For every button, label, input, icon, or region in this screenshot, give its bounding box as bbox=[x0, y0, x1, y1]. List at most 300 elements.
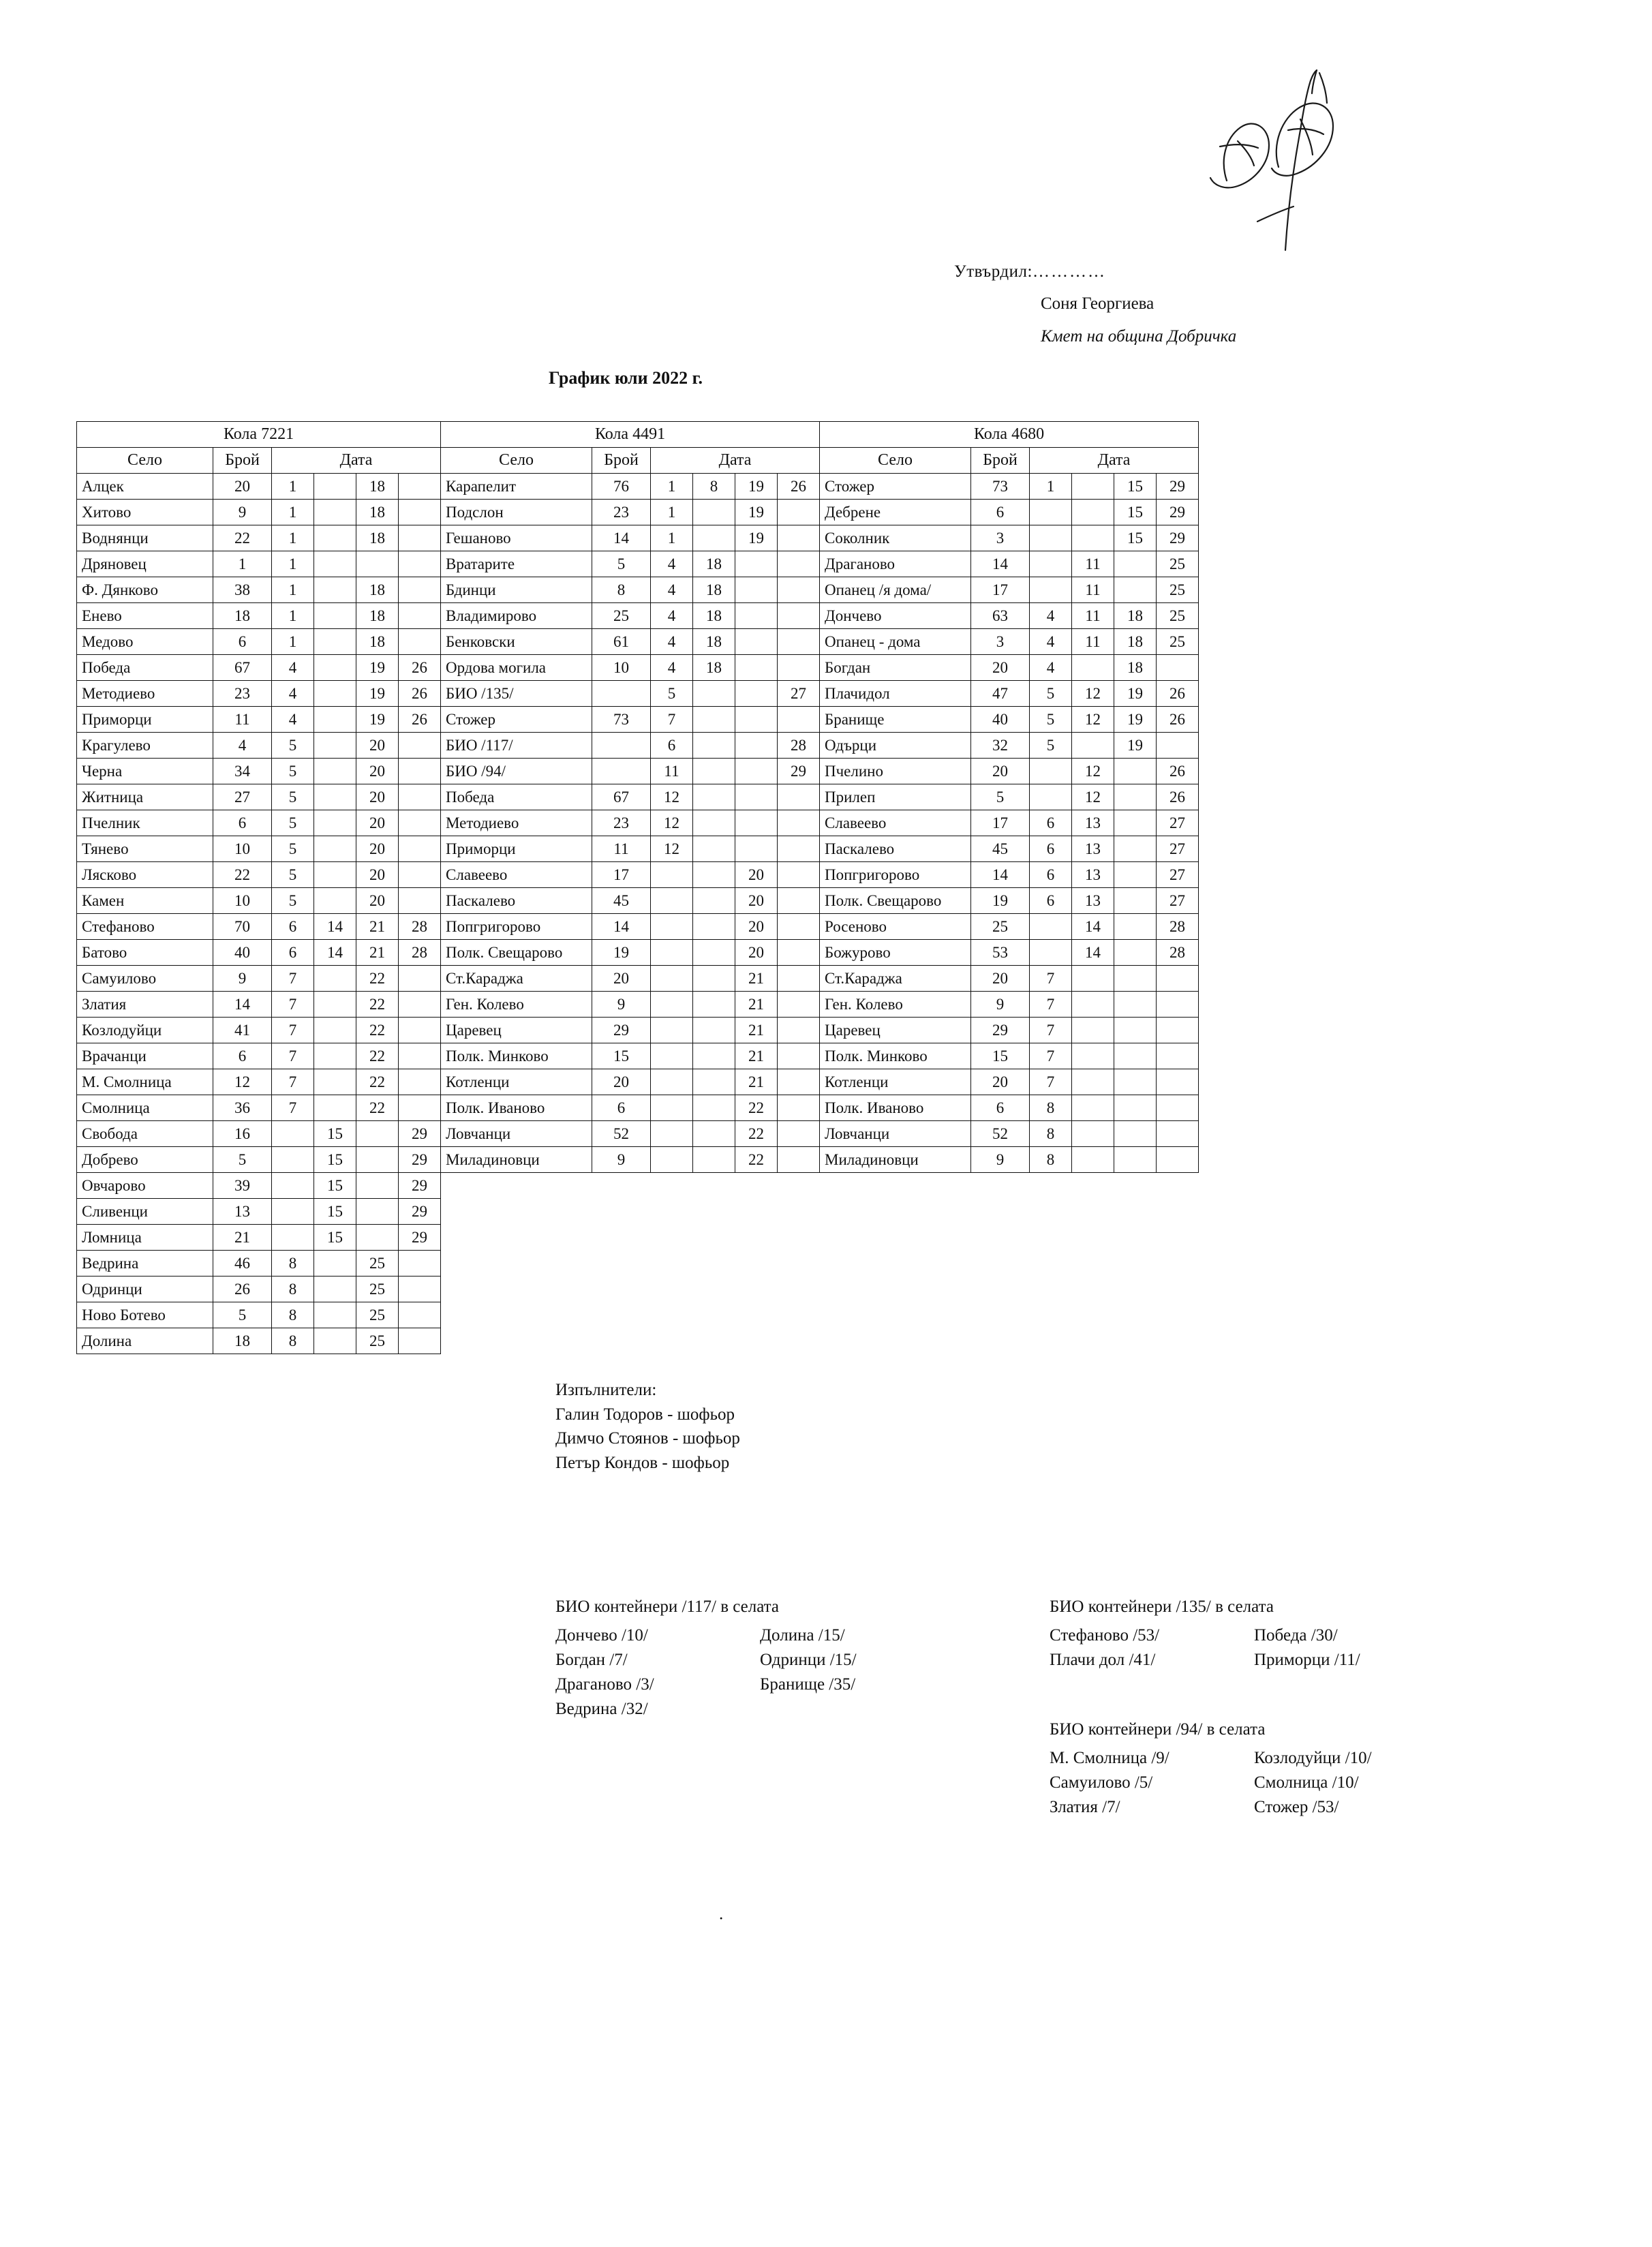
date-cell: 18 bbox=[356, 629, 399, 655]
date-cell: 8 bbox=[1030, 1121, 1072, 1147]
table-row bbox=[77, 759, 1199, 784]
count-cell: 18 bbox=[213, 603, 272, 629]
count-cell: 9 bbox=[971, 992, 1030, 1018]
village-cell: Прилеп bbox=[820, 784, 971, 810]
count-cell: 20 bbox=[971, 966, 1030, 992]
date-cell bbox=[314, 784, 356, 810]
count-cell: 46 bbox=[213, 1251, 272, 1277]
date-cell bbox=[399, 551, 441, 577]
empty-cell bbox=[971, 1302, 1030, 1328]
date-cell: 20 bbox=[356, 888, 399, 914]
village-cell: Попгригорово bbox=[820, 862, 971, 888]
village-cell: Овчарово bbox=[77, 1173, 213, 1199]
date-cell: 11 bbox=[1072, 603, 1114, 629]
empty-cell bbox=[592, 1173, 651, 1199]
empty-cell bbox=[820, 1277, 971, 1302]
date-cell bbox=[272, 1147, 314, 1173]
village-cell: М. Смолница bbox=[77, 1069, 213, 1095]
date-cell: 29 bbox=[1157, 525, 1199, 551]
date-cell bbox=[735, 810, 778, 836]
date-cell bbox=[399, 1043, 441, 1069]
village-cell: Алцек bbox=[77, 474, 213, 500]
date-cell: 20 bbox=[735, 940, 778, 966]
date-cell: 8 bbox=[272, 1277, 314, 1302]
date-cell bbox=[778, 629, 820, 655]
empty-cell bbox=[778, 1173, 820, 1199]
executor-line-1: Димчо Стоянов - шофьор bbox=[555, 1429, 740, 1448]
table-row bbox=[77, 655, 1199, 681]
date-cell: 15 bbox=[314, 1199, 356, 1225]
table-row bbox=[77, 888, 1199, 914]
village-cell: Славеево bbox=[441, 862, 592, 888]
date-cell: 25 bbox=[356, 1302, 399, 1328]
date-cell bbox=[651, 1069, 693, 1095]
date-cell: 21 bbox=[356, 914, 399, 940]
date-cell bbox=[1072, 992, 1114, 1018]
date-cell: 6 bbox=[651, 733, 693, 759]
date-cell: 25 bbox=[1157, 629, 1199, 655]
bio94-title: БИО контейнери /94/ в селата bbox=[1050, 1720, 1266, 1739]
date-cell bbox=[314, 1328, 356, 1354]
empty-cell bbox=[1114, 1173, 1157, 1199]
count-cell: 40 bbox=[213, 940, 272, 966]
bio94-left-1: Самуилово /5/ bbox=[1050, 1773, 1153, 1792]
date-cell: 12 bbox=[1072, 784, 1114, 810]
date-cell bbox=[1114, 1095, 1157, 1121]
village-cell: Стожер bbox=[441, 707, 592, 733]
date-cell bbox=[735, 707, 778, 733]
date-cell bbox=[1157, 966, 1199, 992]
empty-cell bbox=[651, 1277, 693, 1302]
bio117-left-3: Ведрина /32/ bbox=[555, 1699, 648, 1718]
village-cell: Царевец bbox=[441, 1018, 592, 1043]
table-row bbox=[77, 784, 1199, 810]
empty-cell bbox=[1157, 1225, 1199, 1251]
date-cell bbox=[735, 655, 778, 681]
date-cell: 7 bbox=[272, 1095, 314, 1121]
date-cell bbox=[778, 1018, 820, 1043]
date-cell: 22 bbox=[735, 1121, 778, 1147]
count-cell: 29 bbox=[971, 1018, 1030, 1043]
date-cell bbox=[693, 862, 735, 888]
table-row bbox=[77, 1199, 1199, 1225]
date-cell: 29 bbox=[778, 759, 820, 784]
date-cell bbox=[1072, 500, 1114, 525]
village-cell: Царевец bbox=[820, 1018, 971, 1043]
col-count-2: Брой bbox=[592, 448, 651, 474]
date-cell bbox=[314, 655, 356, 681]
empty-cell bbox=[1072, 1277, 1114, 1302]
date-cell bbox=[778, 1147, 820, 1173]
village-cell: Полк. Иваново bbox=[441, 1095, 592, 1121]
date-cell: 18 bbox=[1114, 655, 1157, 681]
empty-cell bbox=[693, 1328, 735, 1354]
empty-cell bbox=[592, 1302, 651, 1328]
count-cell: 19 bbox=[592, 940, 651, 966]
table-row bbox=[77, 474, 1199, 500]
date-cell: 28 bbox=[1157, 940, 1199, 966]
approved-text: Утвърдил: bbox=[954, 262, 1032, 281]
date-cell bbox=[399, 603, 441, 629]
executors-block bbox=[555, 1378, 740, 1475]
date-cell bbox=[399, 784, 441, 810]
count-cell: 10 bbox=[213, 888, 272, 914]
approved-dots: ………… bbox=[1032, 262, 1106, 281]
village-cell: Приморци bbox=[77, 707, 213, 733]
count-cell: 3 bbox=[971, 525, 1030, 551]
date-cell bbox=[399, 810, 441, 836]
date-cell: 5 bbox=[272, 733, 314, 759]
date-cell bbox=[356, 551, 399, 577]
count-cell: 11 bbox=[592, 836, 651, 862]
date-cell: 4 bbox=[272, 707, 314, 733]
date-cell: 22 bbox=[735, 1147, 778, 1173]
village-cell: Бранище bbox=[820, 707, 971, 733]
empty-cell bbox=[778, 1302, 820, 1328]
count-cell: 15 bbox=[592, 1043, 651, 1069]
empty-cell bbox=[1114, 1302, 1157, 1328]
count-cell: 61 bbox=[592, 629, 651, 655]
date-cell: 21 bbox=[735, 992, 778, 1018]
date-cell bbox=[735, 836, 778, 862]
date-cell: 1 bbox=[272, 551, 314, 577]
date-cell: 21 bbox=[356, 940, 399, 966]
date-cell: 1 bbox=[651, 525, 693, 551]
date-cell bbox=[651, 914, 693, 940]
bio135-left-column bbox=[1050, 1623, 1254, 1672]
empty-cell bbox=[1114, 1199, 1157, 1225]
date-cell: 18 bbox=[693, 603, 735, 629]
count-cell: 18 bbox=[213, 1328, 272, 1354]
date-cell bbox=[778, 914, 820, 940]
date-cell bbox=[651, 966, 693, 992]
date-cell: 18 bbox=[693, 655, 735, 681]
date-cell bbox=[778, 940, 820, 966]
date-cell bbox=[272, 1225, 314, 1251]
village-cell: Полк. Минково bbox=[441, 1043, 592, 1069]
date-cell: 1 bbox=[272, 474, 314, 500]
date-cell: 8 bbox=[272, 1328, 314, 1354]
village-cell: Стожер bbox=[820, 474, 971, 500]
village-cell: Ген. Колево bbox=[820, 992, 971, 1018]
empty-cell bbox=[592, 1328, 651, 1354]
village-cell: Победа bbox=[441, 784, 592, 810]
bio117-title: БИО контейнери /117/ в селата bbox=[555, 1598, 779, 1616]
date-cell bbox=[1072, 525, 1114, 551]
date-cell: 21 bbox=[735, 1043, 778, 1069]
date-cell bbox=[399, 759, 441, 784]
village-cell: БИО /117/ bbox=[441, 733, 592, 759]
bio117-right-column bbox=[760, 1623, 964, 1722]
col-village-3: Село bbox=[820, 448, 971, 474]
count-cell: 14 bbox=[971, 862, 1030, 888]
empty-cell bbox=[1072, 1199, 1114, 1225]
empty-cell bbox=[1072, 1173, 1114, 1199]
table-row bbox=[77, 733, 1199, 759]
date-cell bbox=[651, 1018, 693, 1043]
count-cell: 16 bbox=[213, 1121, 272, 1147]
empty-cell bbox=[1072, 1251, 1114, 1277]
date-cell bbox=[399, 629, 441, 655]
date-cell bbox=[399, 836, 441, 862]
date-cell bbox=[314, 551, 356, 577]
page-title: График юли 2022 г. bbox=[549, 368, 703, 388]
count-cell: 23 bbox=[592, 500, 651, 525]
village-cell: Лясково bbox=[77, 862, 213, 888]
date-cell: 29 bbox=[399, 1199, 441, 1225]
date-cell: 4 bbox=[651, 551, 693, 577]
date-cell: 21 bbox=[735, 1018, 778, 1043]
empty-cell bbox=[441, 1251, 592, 1277]
count-cell: 34 bbox=[213, 759, 272, 784]
village-cell: Енево bbox=[77, 603, 213, 629]
village-cell: Сливенци bbox=[77, 1199, 213, 1225]
empty-cell bbox=[1072, 1302, 1114, 1328]
village-cell: Ген. Колево bbox=[441, 992, 592, 1018]
village-cell: Котленци bbox=[441, 1069, 592, 1095]
empty-cell bbox=[441, 1277, 592, 1302]
table-row bbox=[77, 707, 1199, 733]
col-date-3: Дата bbox=[1030, 448, 1199, 474]
date-cell: 18 bbox=[356, 525, 399, 551]
count-cell: 76 bbox=[592, 474, 651, 500]
col-count-3: Брой bbox=[971, 448, 1030, 474]
date-cell: 26 bbox=[778, 474, 820, 500]
count-cell: 70 bbox=[213, 914, 272, 940]
village-cell: Златия bbox=[77, 992, 213, 1018]
date-cell: 29 bbox=[399, 1121, 441, 1147]
date-cell: 1 bbox=[651, 500, 693, 525]
empty-cell bbox=[592, 1199, 651, 1225]
count-cell: 73 bbox=[971, 474, 1030, 500]
date-cell bbox=[314, 810, 356, 836]
date-cell bbox=[651, 1043, 693, 1069]
empty-cell bbox=[693, 1302, 735, 1328]
date-cell: 22 bbox=[356, 1095, 399, 1121]
date-cell bbox=[778, 810, 820, 836]
date-cell: 22 bbox=[735, 1095, 778, 1121]
date-cell: 15 bbox=[1114, 500, 1157, 525]
date-cell bbox=[778, 577, 820, 603]
date-cell: 26 bbox=[1157, 784, 1199, 810]
count-cell: 5 bbox=[213, 1147, 272, 1173]
village-cell: Миладиновци bbox=[820, 1147, 971, 1173]
count-cell: 14 bbox=[592, 525, 651, 551]
date-cell bbox=[693, 784, 735, 810]
date-cell: 4 bbox=[272, 681, 314, 707]
date-cell bbox=[1072, 1147, 1114, 1173]
count-cell: 5 bbox=[971, 784, 1030, 810]
date-cell bbox=[399, 966, 441, 992]
date-cell bbox=[693, 1018, 735, 1043]
count-cell: 25 bbox=[592, 603, 651, 629]
village-cell: Ордова могила bbox=[441, 655, 592, 681]
village-cell: Ловчанци bbox=[820, 1121, 971, 1147]
empty-cell bbox=[1157, 1199, 1199, 1225]
date-cell bbox=[314, 525, 356, 551]
date-cell: 27 bbox=[778, 681, 820, 707]
empty-cell bbox=[1157, 1277, 1199, 1302]
count-cell: 22 bbox=[213, 525, 272, 551]
empty-cell bbox=[1157, 1328, 1199, 1354]
date-cell bbox=[314, 474, 356, 500]
village-cell: Гешаново bbox=[441, 525, 592, 551]
table-row bbox=[77, 1043, 1199, 1069]
date-cell bbox=[314, 992, 356, 1018]
count-cell: 9 bbox=[592, 992, 651, 1018]
empty-cell bbox=[1030, 1173, 1072, 1199]
date-cell: 18 bbox=[693, 577, 735, 603]
date-cell: 21 bbox=[735, 1069, 778, 1095]
empty-cell bbox=[971, 1225, 1030, 1251]
bio135-title: БИО контейнери /135/ в селата bbox=[1050, 1598, 1274, 1616]
empty-cell bbox=[1157, 1302, 1199, 1328]
empty-cell bbox=[693, 1225, 735, 1251]
table-row bbox=[77, 500, 1199, 525]
empty-cell bbox=[971, 1173, 1030, 1199]
date-cell: 5 bbox=[272, 888, 314, 914]
date-cell: 29 bbox=[399, 1225, 441, 1251]
village-cell: Свобода bbox=[77, 1121, 213, 1147]
date-cell: 14 bbox=[314, 914, 356, 940]
date-cell bbox=[1114, 940, 1157, 966]
date-cell bbox=[693, 1095, 735, 1121]
date-cell bbox=[778, 1043, 820, 1069]
empty-cell bbox=[693, 1199, 735, 1225]
village-cell: Росеново bbox=[820, 914, 971, 940]
date-cell: 14 bbox=[1072, 940, 1114, 966]
date-cell: 18 bbox=[356, 474, 399, 500]
empty-cell bbox=[820, 1225, 971, 1251]
date-cell: 11 bbox=[651, 759, 693, 784]
date-cell bbox=[693, 681, 735, 707]
date-cell: 8 bbox=[1030, 1095, 1072, 1121]
date-cell: 25 bbox=[1157, 603, 1199, 629]
table-row bbox=[77, 525, 1199, 551]
date-cell: 21 bbox=[735, 966, 778, 992]
date-cell bbox=[1157, 1095, 1199, 1121]
date-cell: 26 bbox=[399, 681, 441, 707]
schedule-table-wrapper bbox=[76, 421, 1547, 1354]
date-cell bbox=[778, 966, 820, 992]
village-cell: Врачанци bbox=[77, 1043, 213, 1069]
bio135-right-column bbox=[1254, 1623, 1458, 1672]
empty-cell bbox=[1072, 1328, 1114, 1354]
village-cell: Вратарите bbox=[441, 551, 592, 577]
empty-cell bbox=[1030, 1225, 1072, 1251]
empty-cell bbox=[693, 1251, 735, 1277]
date-cell: 27 bbox=[1157, 810, 1199, 836]
empty-cell bbox=[651, 1328, 693, 1354]
date-cell: 15 bbox=[314, 1173, 356, 1199]
date-cell bbox=[356, 1199, 399, 1225]
executors-title: Изпълнители: bbox=[555, 1381, 657, 1399]
count-cell: 22 bbox=[213, 862, 272, 888]
date-cell bbox=[1030, 500, 1072, 525]
date-cell: 1 bbox=[651, 474, 693, 500]
count-cell: 27 bbox=[213, 784, 272, 810]
date-cell bbox=[778, 707, 820, 733]
village-cell: Котленци bbox=[820, 1069, 971, 1095]
date-cell bbox=[735, 629, 778, 655]
table-row bbox=[77, 577, 1199, 603]
date-cell: 4 bbox=[651, 577, 693, 603]
village-cell: Миладиновци bbox=[441, 1147, 592, 1173]
date-cell: 19 bbox=[735, 525, 778, 551]
date-cell bbox=[314, 888, 356, 914]
bio135-left-0: Стефаново /53/ bbox=[1050, 1625, 1160, 1645]
date-cell: 4 bbox=[1030, 603, 1072, 629]
date-cell bbox=[778, 603, 820, 629]
village-cell: Крагулево bbox=[77, 733, 213, 759]
empty-cell bbox=[971, 1251, 1030, 1277]
table-row bbox=[77, 1069, 1199, 1095]
date-cell bbox=[399, 1251, 441, 1277]
date-cell bbox=[1114, 914, 1157, 940]
date-cell: 29 bbox=[1157, 500, 1199, 525]
empty-cell bbox=[693, 1173, 735, 1199]
date-cell bbox=[399, 992, 441, 1018]
count-cell: 45 bbox=[592, 888, 651, 914]
empty-cell bbox=[1030, 1328, 1072, 1354]
count-cell: 8 bbox=[592, 577, 651, 603]
table-row bbox=[77, 1302, 1199, 1328]
count-cell: 23 bbox=[213, 681, 272, 707]
date-cell bbox=[1157, 1043, 1199, 1069]
village-cell: Ф. Дянково bbox=[77, 577, 213, 603]
date-cell: 25 bbox=[356, 1328, 399, 1354]
date-cell bbox=[399, 1069, 441, 1095]
date-cell: 1 bbox=[272, 577, 314, 603]
date-cell bbox=[693, 500, 735, 525]
table-row bbox=[77, 603, 1199, 629]
date-cell bbox=[651, 992, 693, 1018]
date-cell: 6 bbox=[272, 914, 314, 940]
empty-cell bbox=[820, 1302, 971, 1328]
date-cell bbox=[735, 733, 778, 759]
empty-cell bbox=[820, 1328, 971, 1354]
date-cell bbox=[314, 1069, 356, 1095]
count-cell: 45 bbox=[971, 836, 1030, 862]
count-cell: 39 bbox=[213, 1173, 272, 1199]
date-cell: 26 bbox=[399, 655, 441, 681]
date-cell bbox=[778, 784, 820, 810]
date-cell: 12 bbox=[651, 784, 693, 810]
table-row bbox=[77, 1121, 1199, 1147]
count-cell: 67 bbox=[213, 655, 272, 681]
empty-cell bbox=[441, 1225, 592, 1251]
village-cell: Методиево bbox=[77, 681, 213, 707]
col-village-1: Село bbox=[77, 448, 213, 474]
count-cell: 9 bbox=[592, 1147, 651, 1173]
village-cell: Методиево bbox=[441, 810, 592, 836]
date-cell bbox=[1072, 1121, 1114, 1147]
date-cell: 8 bbox=[1030, 1147, 1072, 1173]
date-cell bbox=[1114, 551, 1157, 577]
empty-cell bbox=[651, 1225, 693, 1251]
date-cell: 7 bbox=[1030, 1069, 1072, 1095]
date-cell bbox=[735, 681, 778, 707]
empty-cell bbox=[1072, 1225, 1114, 1251]
date-cell: 15 bbox=[314, 1225, 356, 1251]
date-cell: 25 bbox=[1157, 577, 1199, 603]
date-cell bbox=[1114, 810, 1157, 836]
date-cell bbox=[399, 1302, 441, 1328]
table-row bbox=[77, 1095, 1199, 1121]
count-cell: 17 bbox=[592, 862, 651, 888]
village-cell: Попгригорово bbox=[441, 914, 592, 940]
date-cell bbox=[693, 1043, 735, 1069]
